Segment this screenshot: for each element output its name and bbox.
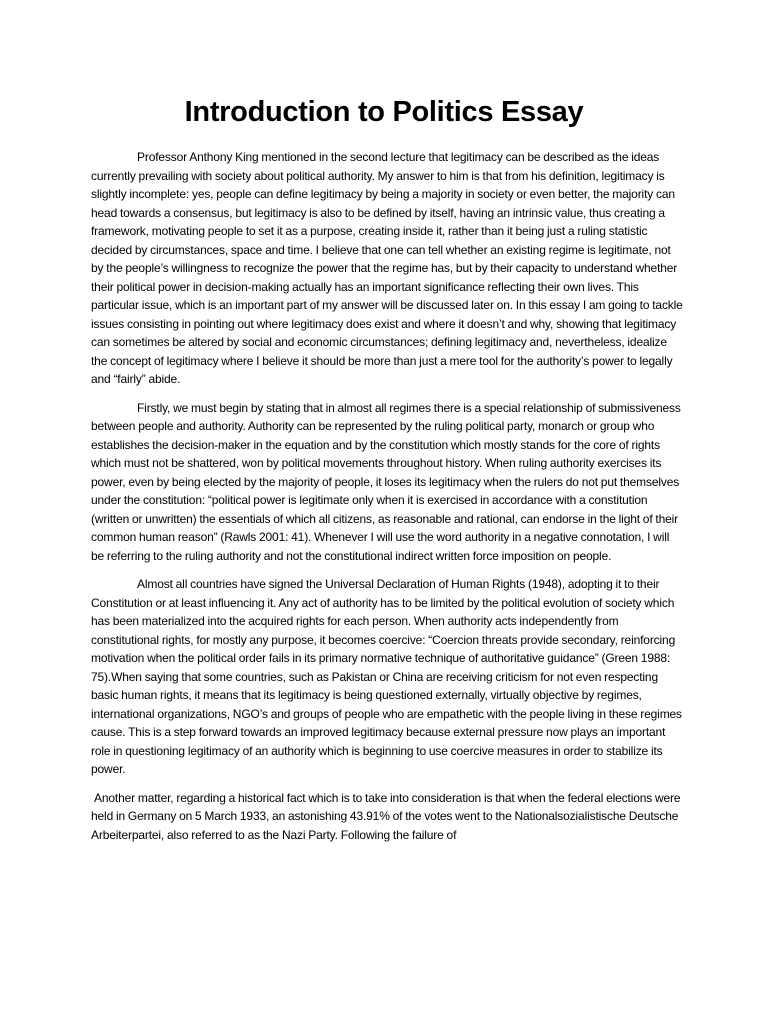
document-body xyxy=(91,148,683,854)
paragraph-human-rights: Almost all countries have signed the Universal Declaration of Human Rights (1948), adopting it to their Constitution or at least influencing it. Any act of authority has to be limited by the political evolution of society which has been materialized into the acquired rights for each person. When authority acts independently from constitutional rights, for mostly any purpose, it becomes coercive: “Coercion threats provide secondary, reinforcing motivation when the political order fails in its primary normative technique of authoritative guidance” (Green 1988: 75).When saying that some countries, such as Pakistan or China are receiving criticism for not even respecting basic human rights, it means that its legitimacy is being questioned externally, virtually objective by regimes, international organizations, NGO’s and groups of people who are empathetic with the people living in these regimes cause. This is a step forward towards an improved legitimacy because external pressure now plays an important role in questioning legitimacy of an authority which is beginning to use coercive measures in order to stabilize its power. xyxy=(91,577,682,776)
paragraph-intro: Professor Anthony King mentioned in the second lecture that legitimacy can be described as the ideas currently prevailing with society about political authority. My answer to him is that from his definition, legitimacy is slightly incomplete: yes, people can define legitimacy by being a majority in society or even better, the majority can head towards a consensus, but legitimacy is also to be defined by itself, having an intrinsic value, thus creating a framework, motivating people to set it as a purpose, creating inside it, rather than it being just a ruling statistic decided by circumstances, space and time. I believe that one can tell whether an existing regime is legitimate, not by the people’s willingness to recognize the power that the regime has, but by their capacity to understand whether their political power in decision-making actually has an important significance reflecting their own lives. This particular issue, which is an important part of my answer will be discussed later on. In this essay I am going to tackle issues consisting in pointing out where legitimacy does exist and where it doesn’t and why, showing that legitimacy can sometimes be altered by social and economic circumstances; defining legitimacy and, nevertheless, idealize the concept of legitimacy where I believe it should be more than just a mere tool for the authority’s power to legally and “fairly” abide. xyxy=(91,150,683,386)
document-title: Introduction to Politics Essay xyxy=(184,96,584,128)
paragraph-historical-fact: Another matter, regarding a historical fact which is to take into consideration is that when the federal elections were held in Germany on 5 March 1933, an astonishing 43.91% of the votes went to the Nationalsozialistische Deutsche Arbeiterpartei, also referred to as the Nazi Party. Following the failure of xyxy=(91,790,681,842)
paragraph-firstly: Firstly, we must begin by stating that in almost all regimes there is a special relationship of submissiveness between people and authority. Authority can be represented by the ruling political party, monarch or group who establishes the decision-maker in the equation and by the constitution which mostly stands for the core of rights which must not be shattered, won by political movements throughout history. When ruling authority exercises its power, even by being elected by the majority of people, it loses its legitimacy when the rulers do not put themselves under the constitution: “political power is legitimate only when it is exercised in accordance with a constitution (written or unwritten) the essentials of which all citizens, as reasonable and rational, can endorse in the light of their common human reason” (Rawls 2001: 41). Whenever I will use the word authority in a negative connotation, I will be referring to the ruling authority and not the constitutional indirect written force imposition on people. xyxy=(91,400,681,563)
